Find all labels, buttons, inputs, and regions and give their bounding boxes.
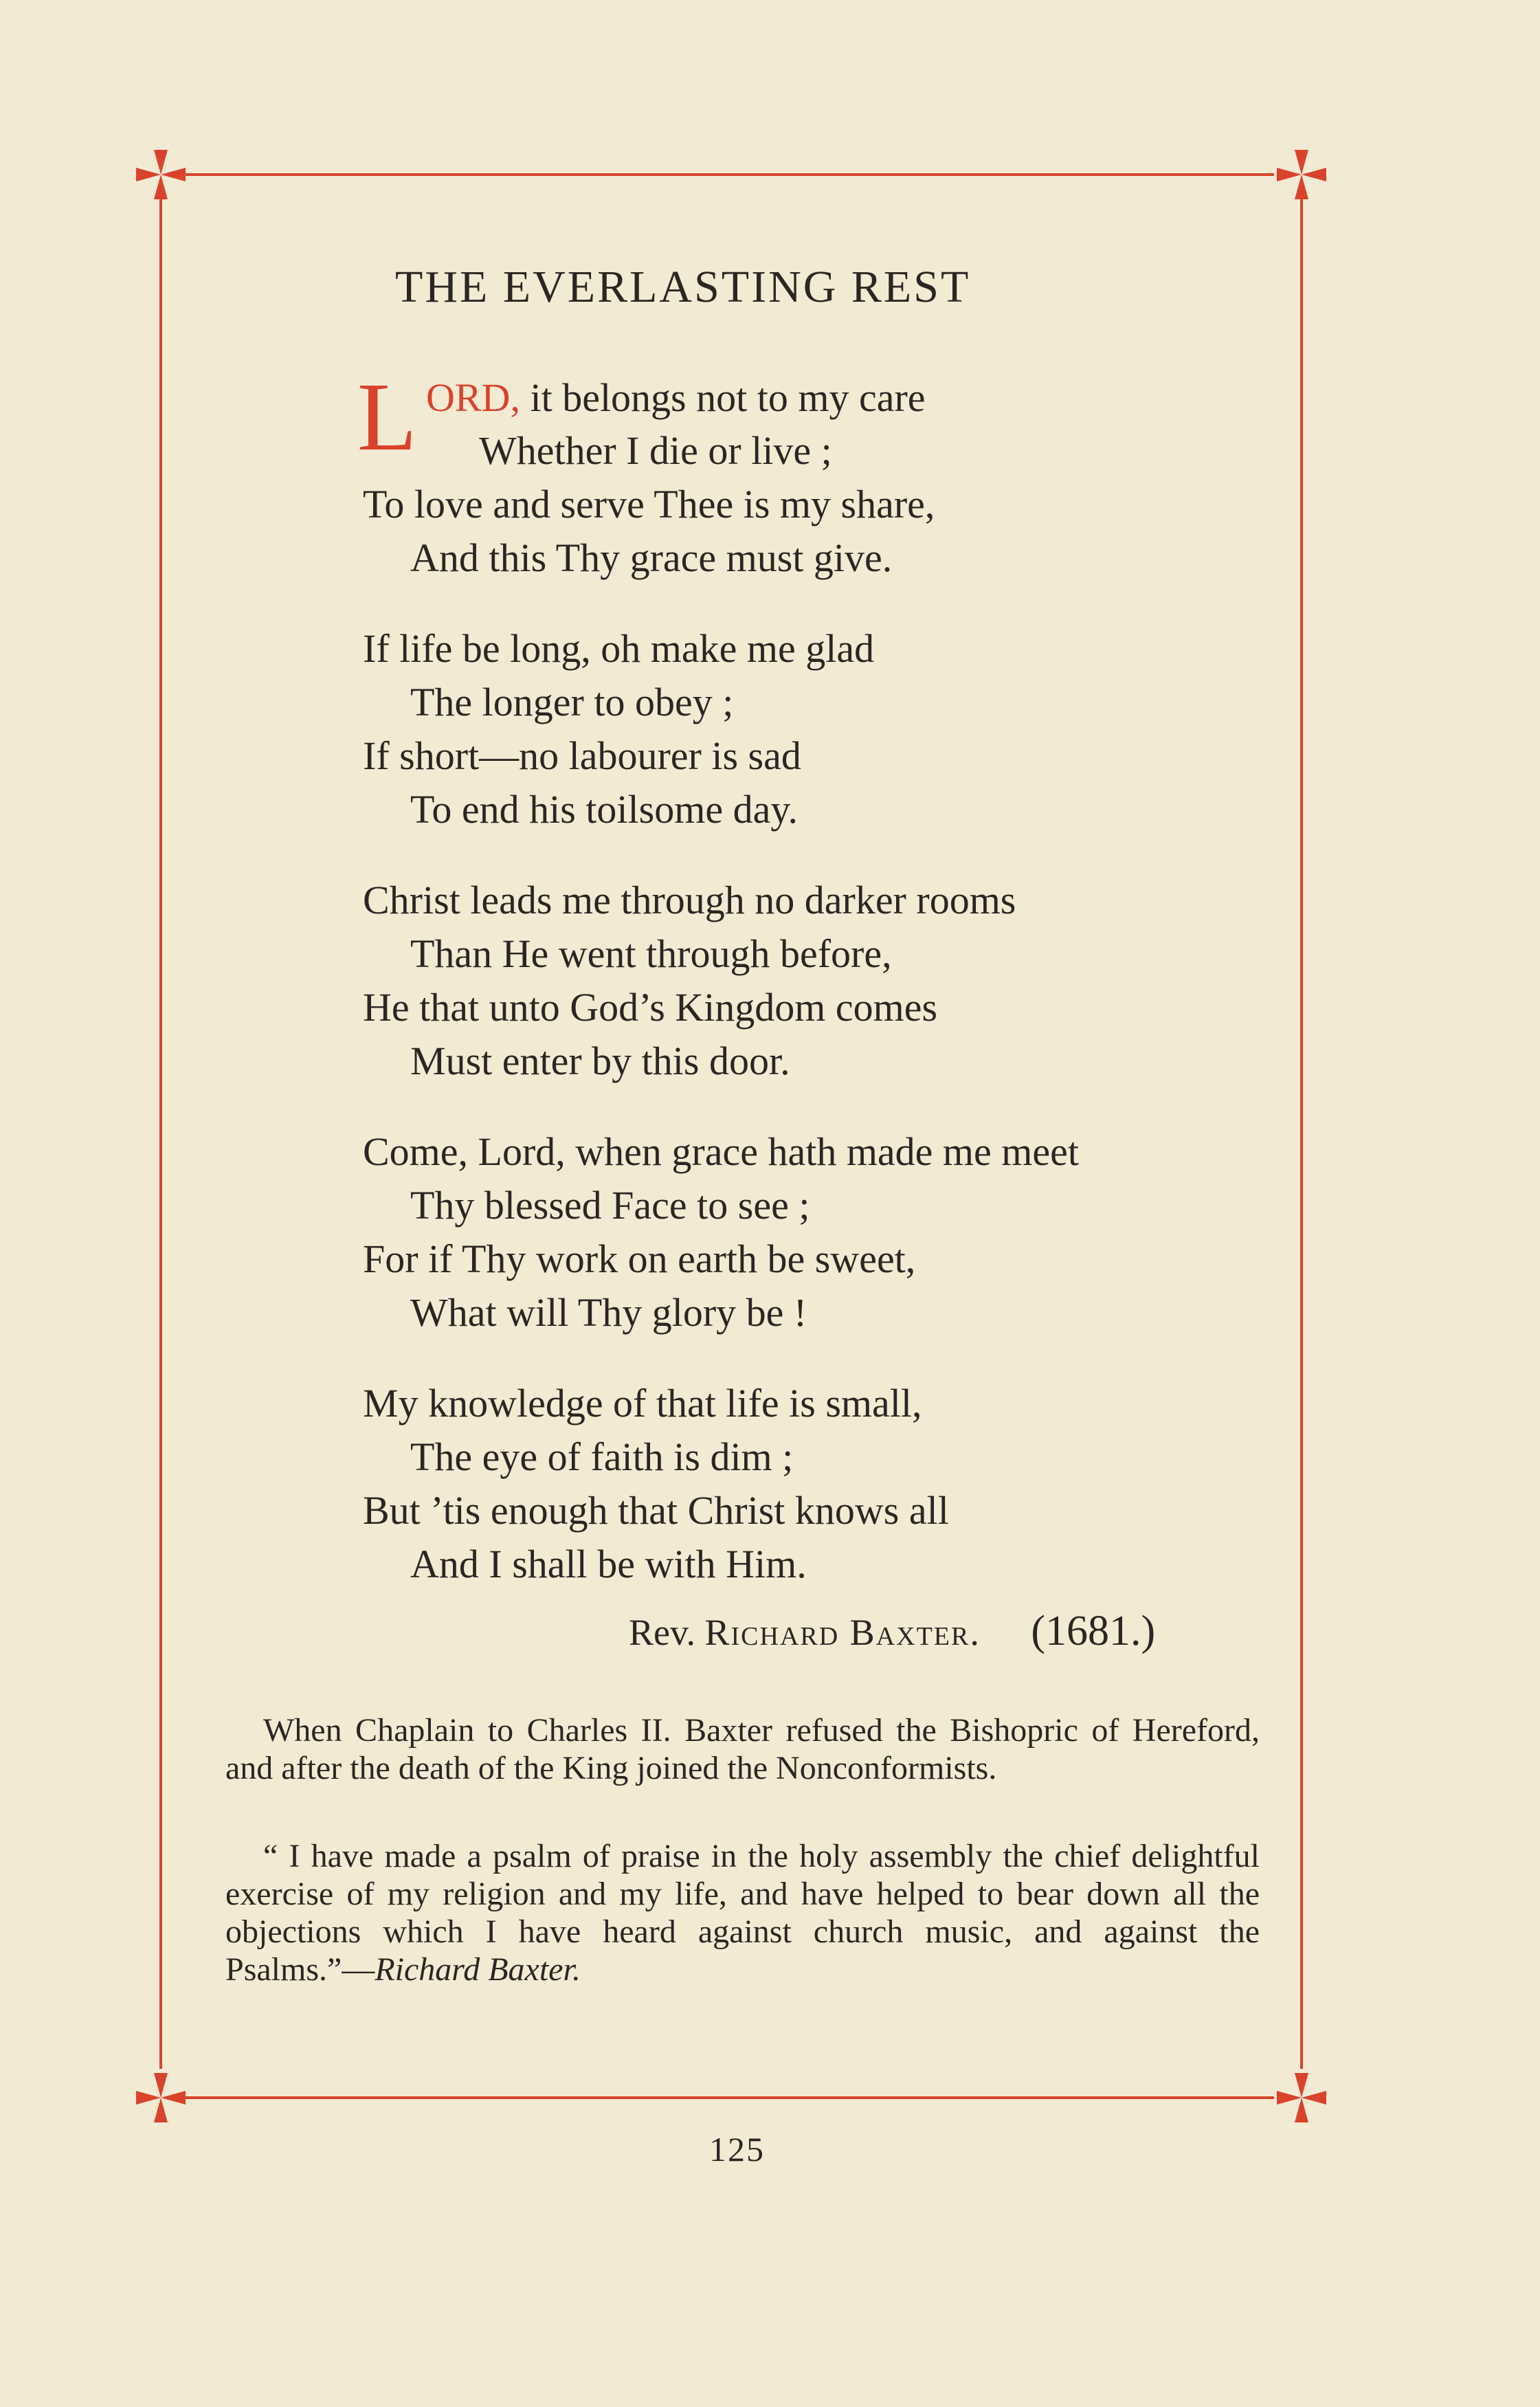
poem-line: If life be long, oh make me glad — [363, 626, 875, 671]
poem-line: And I shall be with Him. — [410, 1542, 807, 1586]
page-number: 125 — [709, 2130, 765, 2168]
maltese-cross-icon — [1274, 2070, 1329, 2125]
poem-line: My knowledge of that life is small, — [363, 1381, 922, 1426]
left-rule — [159, 199, 162, 2069]
poem-line: For if Thy work on earth be sweet, — [363, 1236, 916, 1281]
quote-text: “ I have made a psalm of praise in the holy assembly the chief delightful exercise of my religion and my life, and have helped to bear down all the objections which I have heard against church music, and against the Psalms.”— — [225, 1838, 1260, 1988]
poem-line: Whether I die or live ; — [479, 428, 832, 473]
bottom-rule — [184, 2096, 1274, 2099]
attribution-year: (1681.) — [1031, 1608, 1156, 1654]
maltese-cross-icon — [133, 147, 188, 202]
poem-line: What will Thy glory be ! — [410, 1290, 807, 1335]
poem-line: But ’tis enough that Christ knows all — [363, 1488, 949, 1533]
first-line-rest: it belongs not to my care — [520, 375, 926, 420]
quote-author: Richard Baxter. — [375, 1951, 581, 1988]
poem-line: To love and serve Thee is my share, — [363, 482, 935, 526]
note-paragraph-2 — [225, 1837, 1260, 1988]
poem-line: The longer to obey ; — [410, 680, 734, 724]
top-rule — [184, 173, 1274, 176]
maltese-cross-icon — [1274, 147, 1329, 202]
poem-line: Come, Lord, when grace hath made me meet — [363, 1129, 1079, 1174]
poem-line — [426, 375, 926, 421]
poem-line: Than He went through before, — [410, 931, 892, 976]
author-name: Richard Baxter. — [704, 1612, 981, 1653]
attribution-title: Rev. — [629, 1612, 695, 1653]
poem-line: And this Thy grace must give. — [410, 535, 893, 580]
note-paragraph-1 — [225, 1711, 1260, 1787]
poem-line: If short—no labourer is sad — [363, 733, 801, 778]
note-text: When Chaplain to Charles II. Baxter refused the Bishopric of Hereford, and after the death of the King joined the Nonconformists. — [225, 1712, 1260, 1786]
poem-line: Must enter by this door. — [410, 1039, 790, 1083]
poem-line: The eye of faith is dim ; — [410, 1434, 794, 1479]
right-rule — [1300, 199, 1303, 2069]
poem-line: Christ leads me through no darker rooms — [363, 878, 1016, 922]
page-title: THE EVERLASTING REST — [395, 262, 971, 312]
poem-line: Thy blessed Face to see ; — [410, 1183, 810, 1228]
first-word: ORD, — [426, 375, 520, 420]
maltese-cross-icon — [133, 2070, 188, 2125]
poem-line: He that unto God’s Kingdom comes — [363, 985, 938, 1030]
poem-line: To end his toilsome day. — [410, 787, 799, 832]
drop-cap: L — [357, 362, 417, 471]
attribution — [629, 1607, 1155, 1656]
